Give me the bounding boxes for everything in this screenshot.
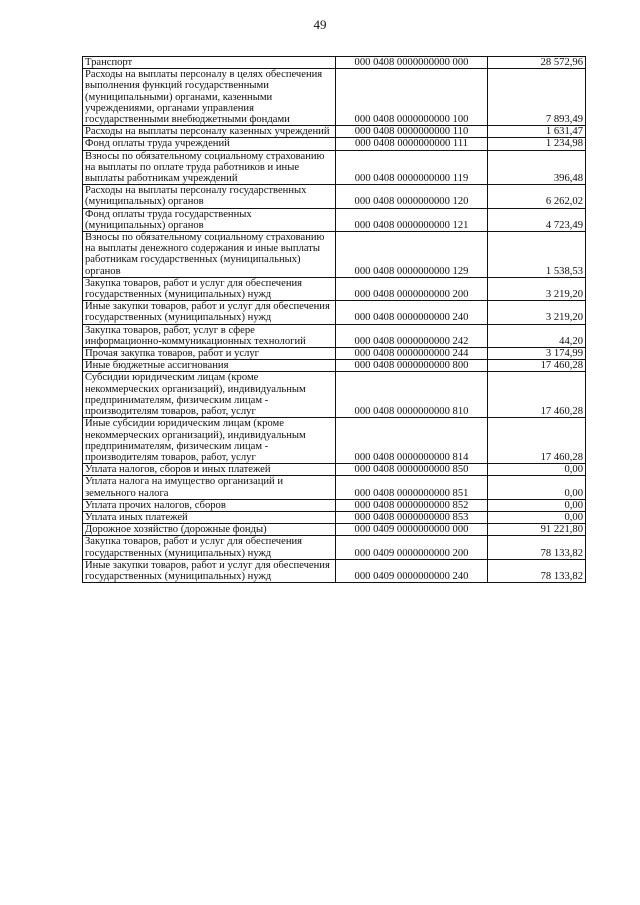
- expense-name-cell: Транспорт: [83, 57, 336, 69]
- expense-name-cell: Иные бюджетные ассигнования: [83, 360, 336, 372]
- expense-name-cell: Иные субсидии юридическим лицам (кроме некоммерческих организаций), индивидуальным предпринимателям, физическим лицам - производителям товаров, работ, услуг: [83, 418, 336, 464]
- table-row: [83, 126, 586, 138]
- amount-cell: 91 221,80: [488, 524, 586, 536]
- expense-name-cell: Закупка товаров, работ и услуг для обеспечения государственных (муниципальных) нужд: [83, 277, 336, 300]
- amount-cell: 4 723,49: [488, 208, 586, 231]
- expense-name-cell: Взносы по обязательному социальному страхованию на выплаты денежного содержания и иные выплаты работникам государственных (муниципальных) органов: [83, 232, 336, 278]
- expense-name-cell: Уплата прочих налогов, сборов: [83, 499, 336, 511]
- amount-cell: 7 893,49: [488, 69, 586, 126]
- amount-cell: 3 219,20: [488, 301, 586, 324]
- amount-cell: 3 174,99: [488, 348, 586, 360]
- budget-code-cell: 000 0409 0000000000 240: [336, 559, 488, 582]
- budget-code-cell: 000 0408 0000000000 121: [336, 208, 488, 231]
- table-row: [83, 536, 586, 559]
- budget-table-body: [83, 57, 586, 583]
- budget-code-cell: 000 0409 0000000000 000: [336, 524, 488, 536]
- amount-cell: 3 219,20: [488, 277, 586, 300]
- expense-name-cell: Субсидии юридическим лицам (кроме некоммерческих организаций), индивидуальным предпринимателям, физическим лицам - производителям товаров, работ, услуг: [83, 372, 336, 418]
- expense-name-cell: Фонд оплаты труда государственных (муниципальных) органов: [83, 208, 336, 231]
- expense-name-cell: Иные закупки товаров, работ и услуг для обеспечения государственных (муниципальных) нужд: [83, 301, 336, 324]
- table-row: [83, 418, 586, 464]
- expense-name-cell: Уплата налога на имущество организаций и земельного налога: [83, 476, 336, 499]
- budget-code-cell: 000 0408 0000000000 110: [336, 126, 488, 138]
- amount-cell: 6 262,02: [488, 185, 586, 208]
- table-row: [83, 524, 586, 536]
- expense-name-cell: Расходы на выплаты персоналу государственных (муниципальных) органов: [83, 185, 336, 208]
- amount-cell: 0,00: [488, 499, 586, 511]
- table-row: [83, 499, 586, 511]
- budget-code-cell: 000 0408 0000000000 852: [336, 499, 488, 511]
- budget-code-cell: 000 0408 0000000000 120: [336, 185, 488, 208]
- table-row: [83, 185, 586, 208]
- table-row: [83, 348, 586, 360]
- amount-cell: 17 460,28: [488, 372, 586, 418]
- expense-name-cell: Закупка товаров, работ, услуг в сфере информационно-коммуникационных технологий: [83, 324, 336, 347]
- amount-cell: 0,00: [488, 511, 586, 523]
- table-row: [83, 559, 586, 582]
- expense-name-cell: Расходы на выплаты персоналу в целях обеспечения выполнения функций государственными (муниципальными) органами, казенными учреждениями, органами управления государственными внебюджетными фондами: [83, 69, 336, 126]
- table-row: [83, 208, 586, 231]
- table-row: [83, 138, 586, 150]
- table-row: [83, 57, 586, 69]
- budget-code-cell: 000 0408 0000000000 129: [336, 232, 488, 278]
- amount-cell: 44,20: [488, 324, 586, 347]
- amount-cell: 1 538,53: [488, 232, 586, 278]
- budget-code-cell: 000 0408 0000000000 244: [336, 348, 488, 360]
- expense-name-cell: Прочая закупка товаров, работ и услуг: [83, 348, 336, 360]
- table-row: [83, 360, 586, 372]
- table-row: [83, 372, 586, 418]
- budget-code-cell: 000 0408 0000000000 851: [336, 476, 488, 499]
- amount-cell: 1 234,98: [488, 138, 586, 150]
- table-row: [83, 150, 586, 185]
- amount-cell: 0,00: [488, 464, 586, 476]
- budget-code-cell: 000 0408 0000000000 200: [336, 277, 488, 300]
- table-row: [83, 464, 586, 476]
- expense-name-cell: Фонд оплаты труда учреждений: [83, 138, 336, 150]
- expense-name-cell: Расходы на выплаты персоналу казенных учреждений: [83, 126, 336, 138]
- amount-cell: 78 133,82: [488, 536, 586, 559]
- budget-code-cell: 000 0408 0000000000 100: [336, 69, 488, 126]
- budget-code-cell: 000 0408 0000000000 814: [336, 418, 488, 464]
- budget-code-cell: 000 0408 0000000000 242: [336, 324, 488, 347]
- amount-cell: 0,00: [488, 476, 586, 499]
- amount-cell: 17 460,28: [488, 418, 586, 464]
- expense-name-cell: Уплата иных платежей: [83, 511, 336, 523]
- table-row: [83, 324, 586, 347]
- table-row: [83, 277, 586, 300]
- table-row: [83, 301, 586, 324]
- page-number: 49: [313, 17, 327, 32]
- amount-cell: 78 133,82: [488, 559, 586, 582]
- budget-code-cell: 000 0408 0000000000 119: [336, 150, 488, 185]
- amount-cell: 396,48: [488, 150, 586, 185]
- expense-name-cell: Иные закупки товаров, работ и услуг для обеспечения государственных (муниципальных) нужд: [83, 559, 336, 582]
- amount-cell: 17 460,28: [488, 360, 586, 372]
- budget-code-cell: 000 0408 0000000000 810: [336, 372, 488, 418]
- budget-code-cell: 000 0408 0000000000 111: [336, 138, 488, 150]
- table-row: [83, 232, 586, 278]
- table-row: [83, 511, 586, 523]
- budget-code-cell: 000 0408 0000000000 853: [336, 511, 488, 523]
- budget-code-cell: 000 0408 0000000000 850: [336, 464, 488, 476]
- amount-cell: 28 572,96: [488, 57, 586, 69]
- table-row: [83, 476, 586, 499]
- budget-code-cell: 000 0408 0000000000 800: [336, 360, 488, 372]
- expense-name-cell: Закупка товаров, работ и услуг для обеспечения государственных (муниципальных) нужд: [83, 536, 336, 559]
- table-row: [83, 69, 586, 126]
- expense-name-cell: Уплата налогов, сборов и иных платежей: [83, 464, 336, 476]
- expense-name-cell: Взносы по обязательному социальному страхованию на выплаты по оплате труда работников и иные выплаты работникам учреждений: [83, 150, 336, 185]
- amount-cell: 1 631,47: [488, 126, 586, 138]
- expense-name-cell: Дорожное хозяйство (дорожные фонды): [83, 524, 336, 536]
- budget-code-cell: 000 0408 0000000000 240: [336, 301, 488, 324]
- budget-code-cell: 000 0409 0000000000 200: [336, 536, 488, 559]
- budget-code-cell: 000 0408 0000000000 000: [336, 57, 488, 69]
- budget-table: [82, 56, 586, 583]
